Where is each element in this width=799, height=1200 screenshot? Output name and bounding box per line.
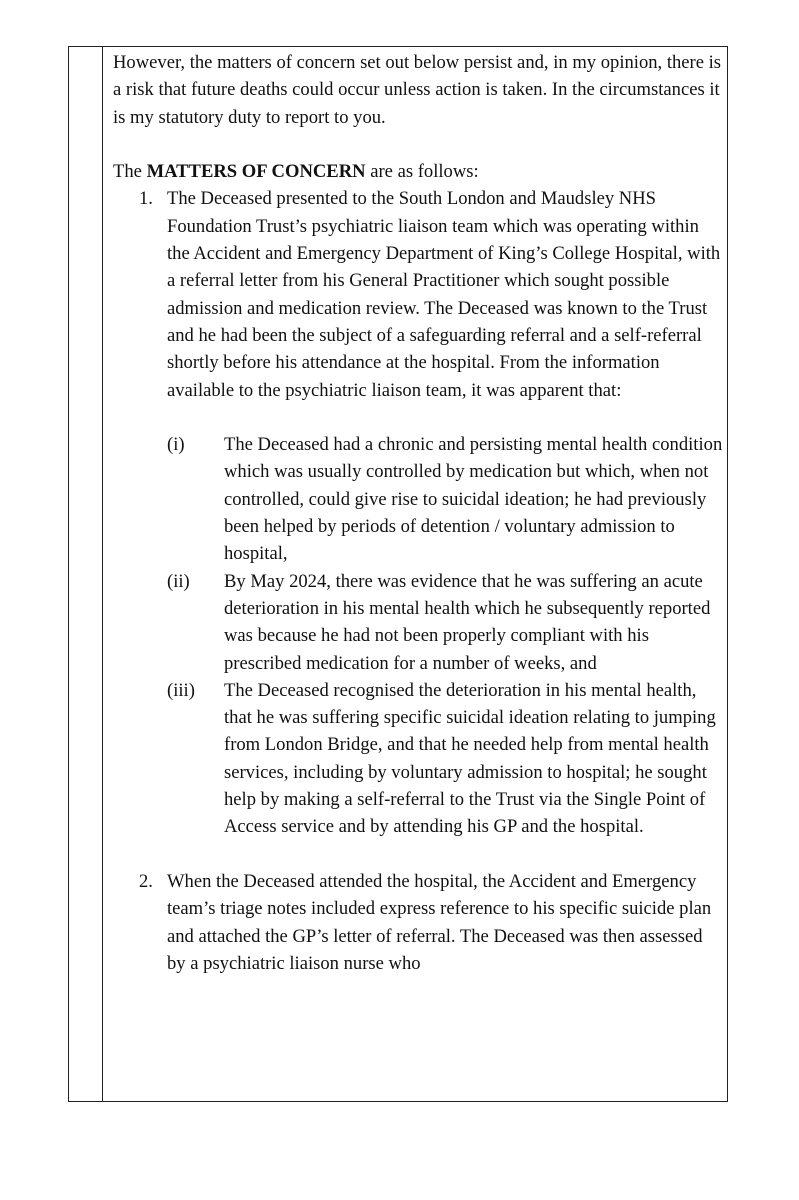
sub-item-text: The Deceased had a chronic and persisting mental health condition which was usually controlled by medication but which, when not controlled, could give rise to suicidal ideation; he had previously been helped by periods of detention / voluntary admission to hospital, [224, 434, 723, 565]
opening-paragraph: However, the matters of concern set out below persist and, in my opinion, there is a risk that future deaths could occur unless action is taken. In the circumstances it is my statutory duty to report to you. [113, 52, 722, 128]
sub-item-ii [167, 568, 723, 677]
sub-item-iii [167, 677, 723, 841]
intro-suffix: are as follows: [365, 161, 479, 183]
concern-sub-list [167, 431, 723, 840]
concern-text: When the Deceased attended the hospital, the Accident and Emergency team’s triage notes included express reference to his specific suicide plan and attached the GP’s letter of referral. The Deceased was then assessed by a psychiatric liaison nurse who [167, 870, 712, 974]
sub-item-i [167, 431, 723, 567]
concerns-intro [113, 158, 723, 185]
concern-item-2 [113, 868, 723, 977]
sub-item-text: The Deceased recognised the deterioration in his mental health, that he was suffering specific suicidal ideation relating to jumping from London Bridge, and that he needed help from mental health services, including by voluntary admission to hospital; he sought help by making a self-referral to the Trust via the Single Point of Access service and by attending his GP and the hospital. [224, 679, 716, 838]
paragraph-gap [113, 131, 723, 158]
sub-item-number: (iii) [167, 679, 195, 701]
concern-text: The Deceased presented to the South London and Maudsley NHS Foundation Trust’s psychiatric liaison team which was operating within the Accident and Emergency Department of King’s College Hospital, with a referral letter from his General Practitioner which sought possible admission and medication review. The Deceased was known to the Trust and he had been the subject of a safeguarding referral and a self-referral shortly before his attendance at the hospital. From the information available to the psychiatric liaison team, it was apparent that: [167, 188, 721, 401]
table-left-column [69, 47, 103, 1101]
concern-number: 1. [139, 188, 153, 210]
sub-item-number: (i) [167, 434, 185, 456]
concern-item-1 [113, 185, 723, 840]
concern-number: 2. [139, 870, 153, 892]
sub-item-text: By May 2024, there was evidence that he was suffering an acute deterioration in his mental health which he subsequently reported was because he had not been properly compliant with his prescribed medication for a number of weeks, and [224, 570, 711, 674]
sub-item-number: (ii) [167, 570, 190, 592]
intro-prefix: The [113, 161, 147, 183]
document-table [68, 46, 728, 1102]
list-gap [113, 841, 723, 868]
intro-bold-heading: MATTERS OF CONCERN [146, 161, 366, 183]
concerns-list [113, 185, 723, 977]
document-content [113, 49, 723, 977]
